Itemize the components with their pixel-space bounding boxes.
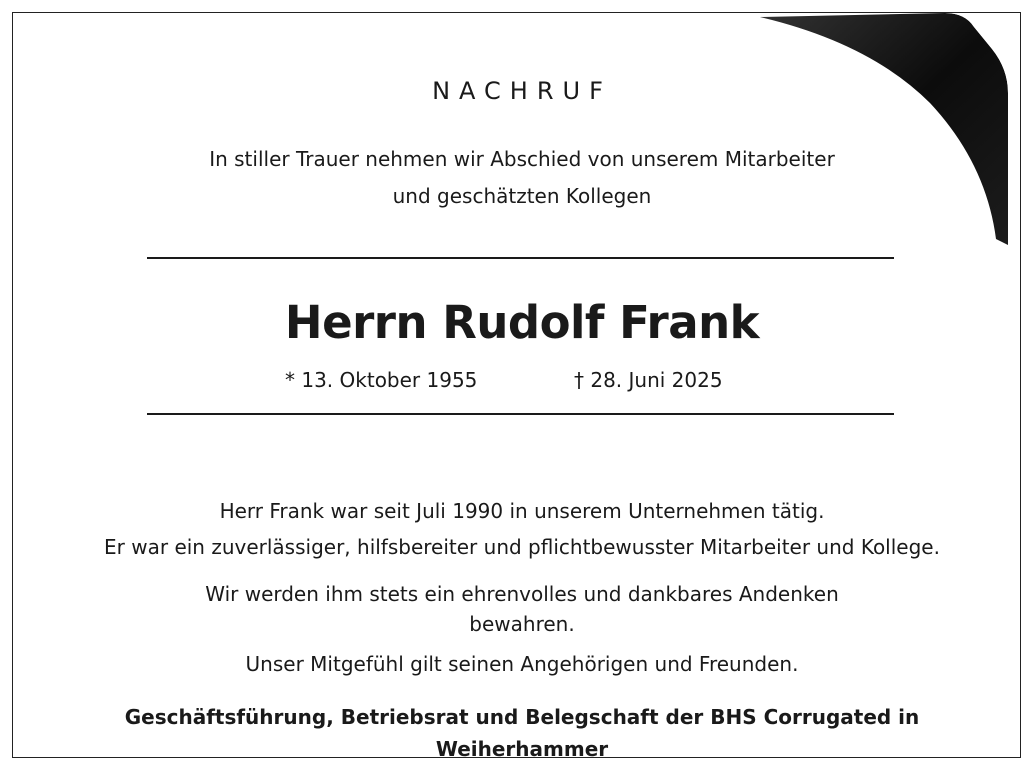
body-line-2: Er war ein zuverlässiger, hilfsbereiter und pflichtbewusster Mitarbeiter und Kollege.: [104, 535, 940, 559]
body-paragraph-3: [13, 649, 1021, 679]
intro-text: [13, 141, 1021, 215]
body-paragraph-1: [13, 493, 1021, 565]
body-line-3a: Wir werden ihm stets ein ehrenvolles und dankbares Andenken: [205, 582, 839, 606]
birth-date: * 13. Oktober 1955: [285, 368, 478, 392]
body-paragraph-2: [13, 579, 1021, 639]
heading-nachruf: NACHRUF: [432, 77, 612, 105]
body-line-1: Herr Frank war seit Juli 1990 in unserem Unternehmen tätig.: [219, 499, 825, 523]
signature-block: [13, 701, 1021, 758]
divider-bottom: [147, 413, 894, 415]
body-line-4: Unser Mitgefühl gilt seinen Angehörigen und Freunden.: [245, 652, 799, 676]
obituary-card: [12, 12, 1021, 758]
signature-line-2: Weiherhammer: [435, 737, 609, 758]
signature-line-1: Geschäftsführung, Betriebsrat und Belegschaft der BHS Corrugated in: [124, 705, 920, 729]
intro-line-2: und geschätzten Kollegen: [392, 184, 652, 208]
intro-line-1: In stiller Trauer nehmen wir Abschied von unserem Mitarbeiter: [209, 147, 835, 171]
body-line-3b: bewahren.: [469, 612, 575, 636]
deceased-name: Herrn Rudolf Frank: [284, 296, 760, 349]
divider-top: [147, 257, 894, 259]
death-date: † 28. Juni 2025: [574, 368, 723, 392]
